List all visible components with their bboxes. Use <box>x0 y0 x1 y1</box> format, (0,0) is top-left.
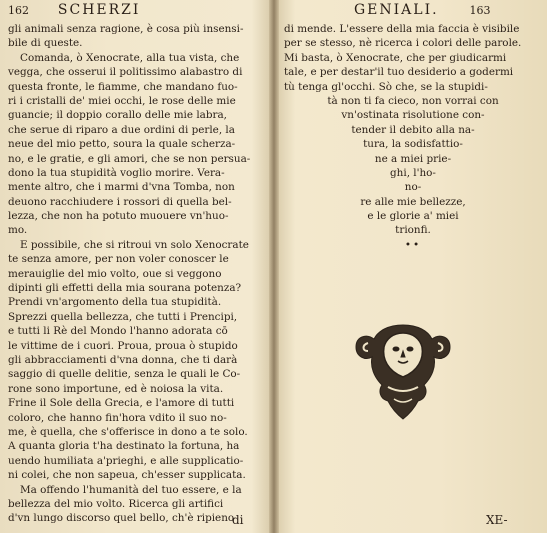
text-line: d'vn lungo discorso quel bello, ch'è ripieno <box>8 512 235 525</box>
text-line: trionfi. <box>395 224 431 237</box>
text-line: questa fronte, le fiamme, che mandano fuo- <box>8 80 238 93</box>
signature-mark: XE- <box>486 513 508 527</box>
text-line: ri i cristalli de' miei occhi, le rose delle mie <box>8 94 236 107</box>
text-line: ghi, l'ho- <box>390 166 436 179</box>
text-line: le vittime de i cuori. Proua, proua ò stupido <box>8 339 238 352</box>
text-line: no- <box>404 181 422 194</box>
text-line: lezza, che non ha potuto muouere vn'huo- <box>8 210 229 223</box>
text-line: dono la tua stupidità voglio morire. Vera- <box>8 166 225 179</box>
text-line: dipinti gli effetti della mia sourana potenza? <box>8 282 242 295</box>
text-line: coloro, che hanno fin'hora vdito il suo no- <box>8 411 227 424</box>
text-line: Frine il Sole della Grecia, e l'amore di tutti <box>8 397 235 410</box>
text-line: Comanda, ò Xenocrate, alla tua vista, che <box>20 51 240 64</box>
text-line: Mi basta, ò Xenocrate, che per giudicarmi <box>284 51 507 64</box>
text-line: Prendi vn'argomento della tua stupidità. <box>8 296 222 309</box>
left-running-head: SCHERZI <box>57 2 141 18</box>
text-line: tù tenga gl'occhi. Sò che, se la stupidi- <box>284 80 488 93</box>
text-line: Sprezzi quella bellezza, che tutti i Prencipi, <box>8 310 238 323</box>
text-line: merauiglie del mio volto, oue si veggono <box>8 267 222 280</box>
text-line: di mende. L'essere della mia faccia è visibile <box>284 23 520 35</box>
text-line: bile di queste. <box>8 37 83 50</box>
text-line: tale, e per destar'il tuo desiderio a godermi <box>284 66 514 79</box>
text-line: e le glorie a' miei <box>367 210 459 223</box>
text-line: per se stesso, nè ricerca i colori delle parole. <box>284 37 522 50</box>
text-line: e tutti li Rè del Mondo l'hanno adorata cō <box>8 325 228 338</box>
text-line: mente altro, che i marmi d'vna Tomba, non <box>8 181 235 194</box>
left-header <box>8 2 140 18</box>
text-line: Ma offendo l'humanità del tuo essere, e la <box>20 483 242 496</box>
text-line: bellezza del mio volto. Ricerca gli artifici <box>8 497 224 510</box>
text-line: uendo humiliata a'prieghi, e alle supplicatio- <box>8 454 244 467</box>
text-line: E possibile, che si ritroui vn solo Xenocrate <box>20 238 249 251</box>
text-line: che serue di riparo a due ordini di perle, la <box>8 123 235 136</box>
text-line: tender il debito alla na- <box>351 123 475 136</box>
text-line: me, è quella, che s'offerisce in dono a te solo. <box>8 425 248 438</box>
text-line: deuono racchiudere i rossori di quella bel- <box>8 195 232 208</box>
text-line: vn'ostinata risolutione con- <box>341 109 485 122</box>
tailpiece-ornament-icon <box>348 317 458 422</box>
text-line: re alle mie bellezze, <box>360 195 466 208</box>
text-line: gli animali senza ragione, è cosa più insensi- <box>8 23 244 35</box>
text-line: ni colei, che non sapeua, ch'esser supplicata. <box>8 469 246 482</box>
right-page <box>276 0 547 533</box>
left-page-number: 162 <box>8 4 29 17</box>
text-line: te senza amore, per non voler conoscer le <box>8 253 229 266</box>
text-line: neue del mio petto, soura la quale scherza- <box>8 138 236 151</box>
left-text-column <box>8 22 250 526</box>
text-line: vegga, che osserui il politissimo alabastro di <box>8 66 243 79</box>
end-mark: •• <box>404 238 422 251</box>
text-line: gli abbracciamenti d'vna donna, che ti darà <box>8 353 238 366</box>
text-line: rone sono importune, ed è noiosa la vita. <box>8 382 224 395</box>
right-header <box>354 2 490 18</box>
right-page-number: 163 <box>469 4 491 17</box>
text-line: mo. <box>8 224 28 237</box>
right-text-column <box>284 22 542 252</box>
text-line: tura, la sodisfattio- <box>363 138 463 151</box>
text-line: no, e le gratie, e gli amori, che se non persua- <box>8 152 251 165</box>
text-line: A quanta gloria t'ha destinato la fortuna, ha <box>8 440 240 453</box>
text-line: saggio di quelle delitie, senza le quali le Co- <box>8 368 241 381</box>
left-page <box>0 0 272 533</box>
text-line: tà non ti fa cieco, non vorrai con <box>327 94 499 107</box>
text-line: guancie; il doppio corallo delle mie labra, <box>8 109 227 122</box>
right-running-head: GENIALI. <box>354 2 439 18</box>
text-line: ne a miei prie- <box>374 152 452 165</box>
catchword: di <box>232 513 244 527</box>
